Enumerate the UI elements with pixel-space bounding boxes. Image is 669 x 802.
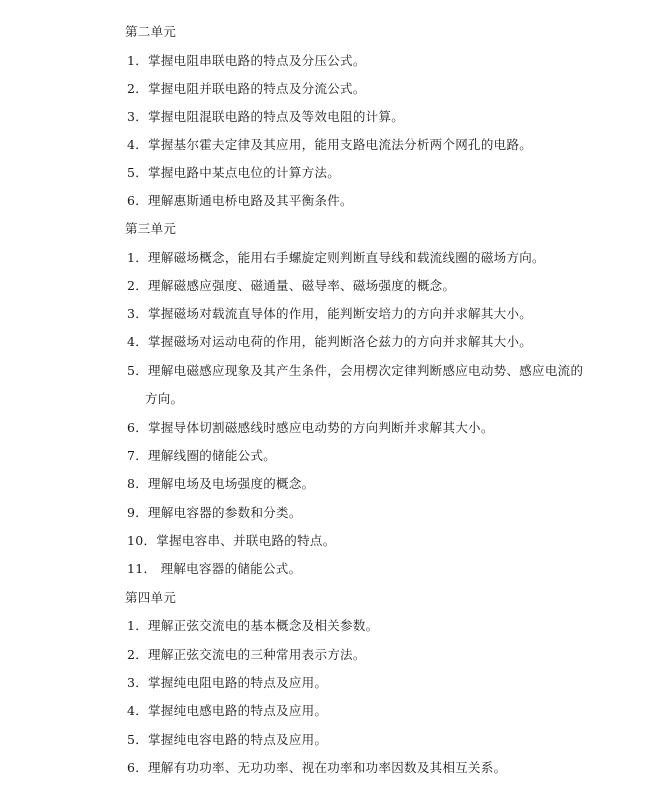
unit-2-item-1: 1．掌握电阻串联电路的特点及分压公式。 [127,53,366,68]
unit-2-heading: 第二单元 [125,24,177,39]
unit-3-item-6: 6．掌握导体切割磁感线时感应电动势的方向判断并求解其大小。 [127,420,494,435]
unit-3-heading: 第三单元 [125,221,177,236]
unit-3-item-5-continuation: 方向。 [145,391,184,406]
unit-2-item-5: 5．掌握电路中某点电位的计算方法。 [127,165,341,180]
unit-3-item-5: 5．理解电磁感应现象及其产生条件，会用楞次定律判断感应电动势、感应电流的 [127,363,584,378]
unit-4-item-4: 4．掌握纯电感电路的特点及应用。 [127,703,328,718]
unit-4-item-1: 1．理解正弦交流电的基本概念及相关参数。 [127,618,379,633]
unit-3-item-7: 7．理解线圈的储能公式。 [127,448,277,463]
unit-3-item-2: 2．理解磁感应强度、磁通量、磁导率、磁场强度的概念。 [127,278,456,293]
unit-4-item-2: 2．理解正弦交流电的三种常用表示方法。 [127,647,366,662]
unit-2-item-4: 4．掌握基尔霍夫定律及其应用，能用支路电流法分析两个网孔的电路。 [127,137,533,152]
unit-3-item-1: 1．理解磁场概念，能用右手螺旋定则判断直导线和载流线圈的磁场方向。 [127,250,545,265]
unit-4-heading: 第四单元 [125,590,177,605]
unit-3-item-11: 11． 理解电容器的储能公式。 [127,561,302,576]
unit-3-item-10: 10．掌握电容串、并联电路的特点。 [127,533,336,548]
unit-3-item-4: 4．掌握磁场对运动电荷的作用，能判断洛仑兹力的方向并求解其大小。 [127,334,533,349]
unit-2-item-3: 3．掌握电阻混联电路的特点及等效电阻的计算。 [127,109,405,124]
unit-3-item-9: 9．理解电容器的参数和分类。 [127,505,302,520]
unit-4-item-6: 6．理解有功功率、无功功率、视在功率和功率因数及其相互关系。 [127,760,507,775]
unit-3-item-3: 3．掌握磁场对载流直导体的作用，能判断安培力的方向并求解其大小。 [127,306,533,321]
unit-2-item-6: 6．理解惠斯通电桥电路及其平衡条件。 [127,193,353,208]
unit-3-item-8: 8．理解电场及电场强度的概念。 [127,476,315,491]
unit-4-item-5: 5．掌握纯电容电路的特点及应用。 [127,732,328,747]
unit-2-item-2: 2．掌握电阻并联电路的特点及分流公式。 [127,81,366,96]
unit-4-item-3: 3．掌握纯电阻电路的特点及应用。 [127,675,328,690]
